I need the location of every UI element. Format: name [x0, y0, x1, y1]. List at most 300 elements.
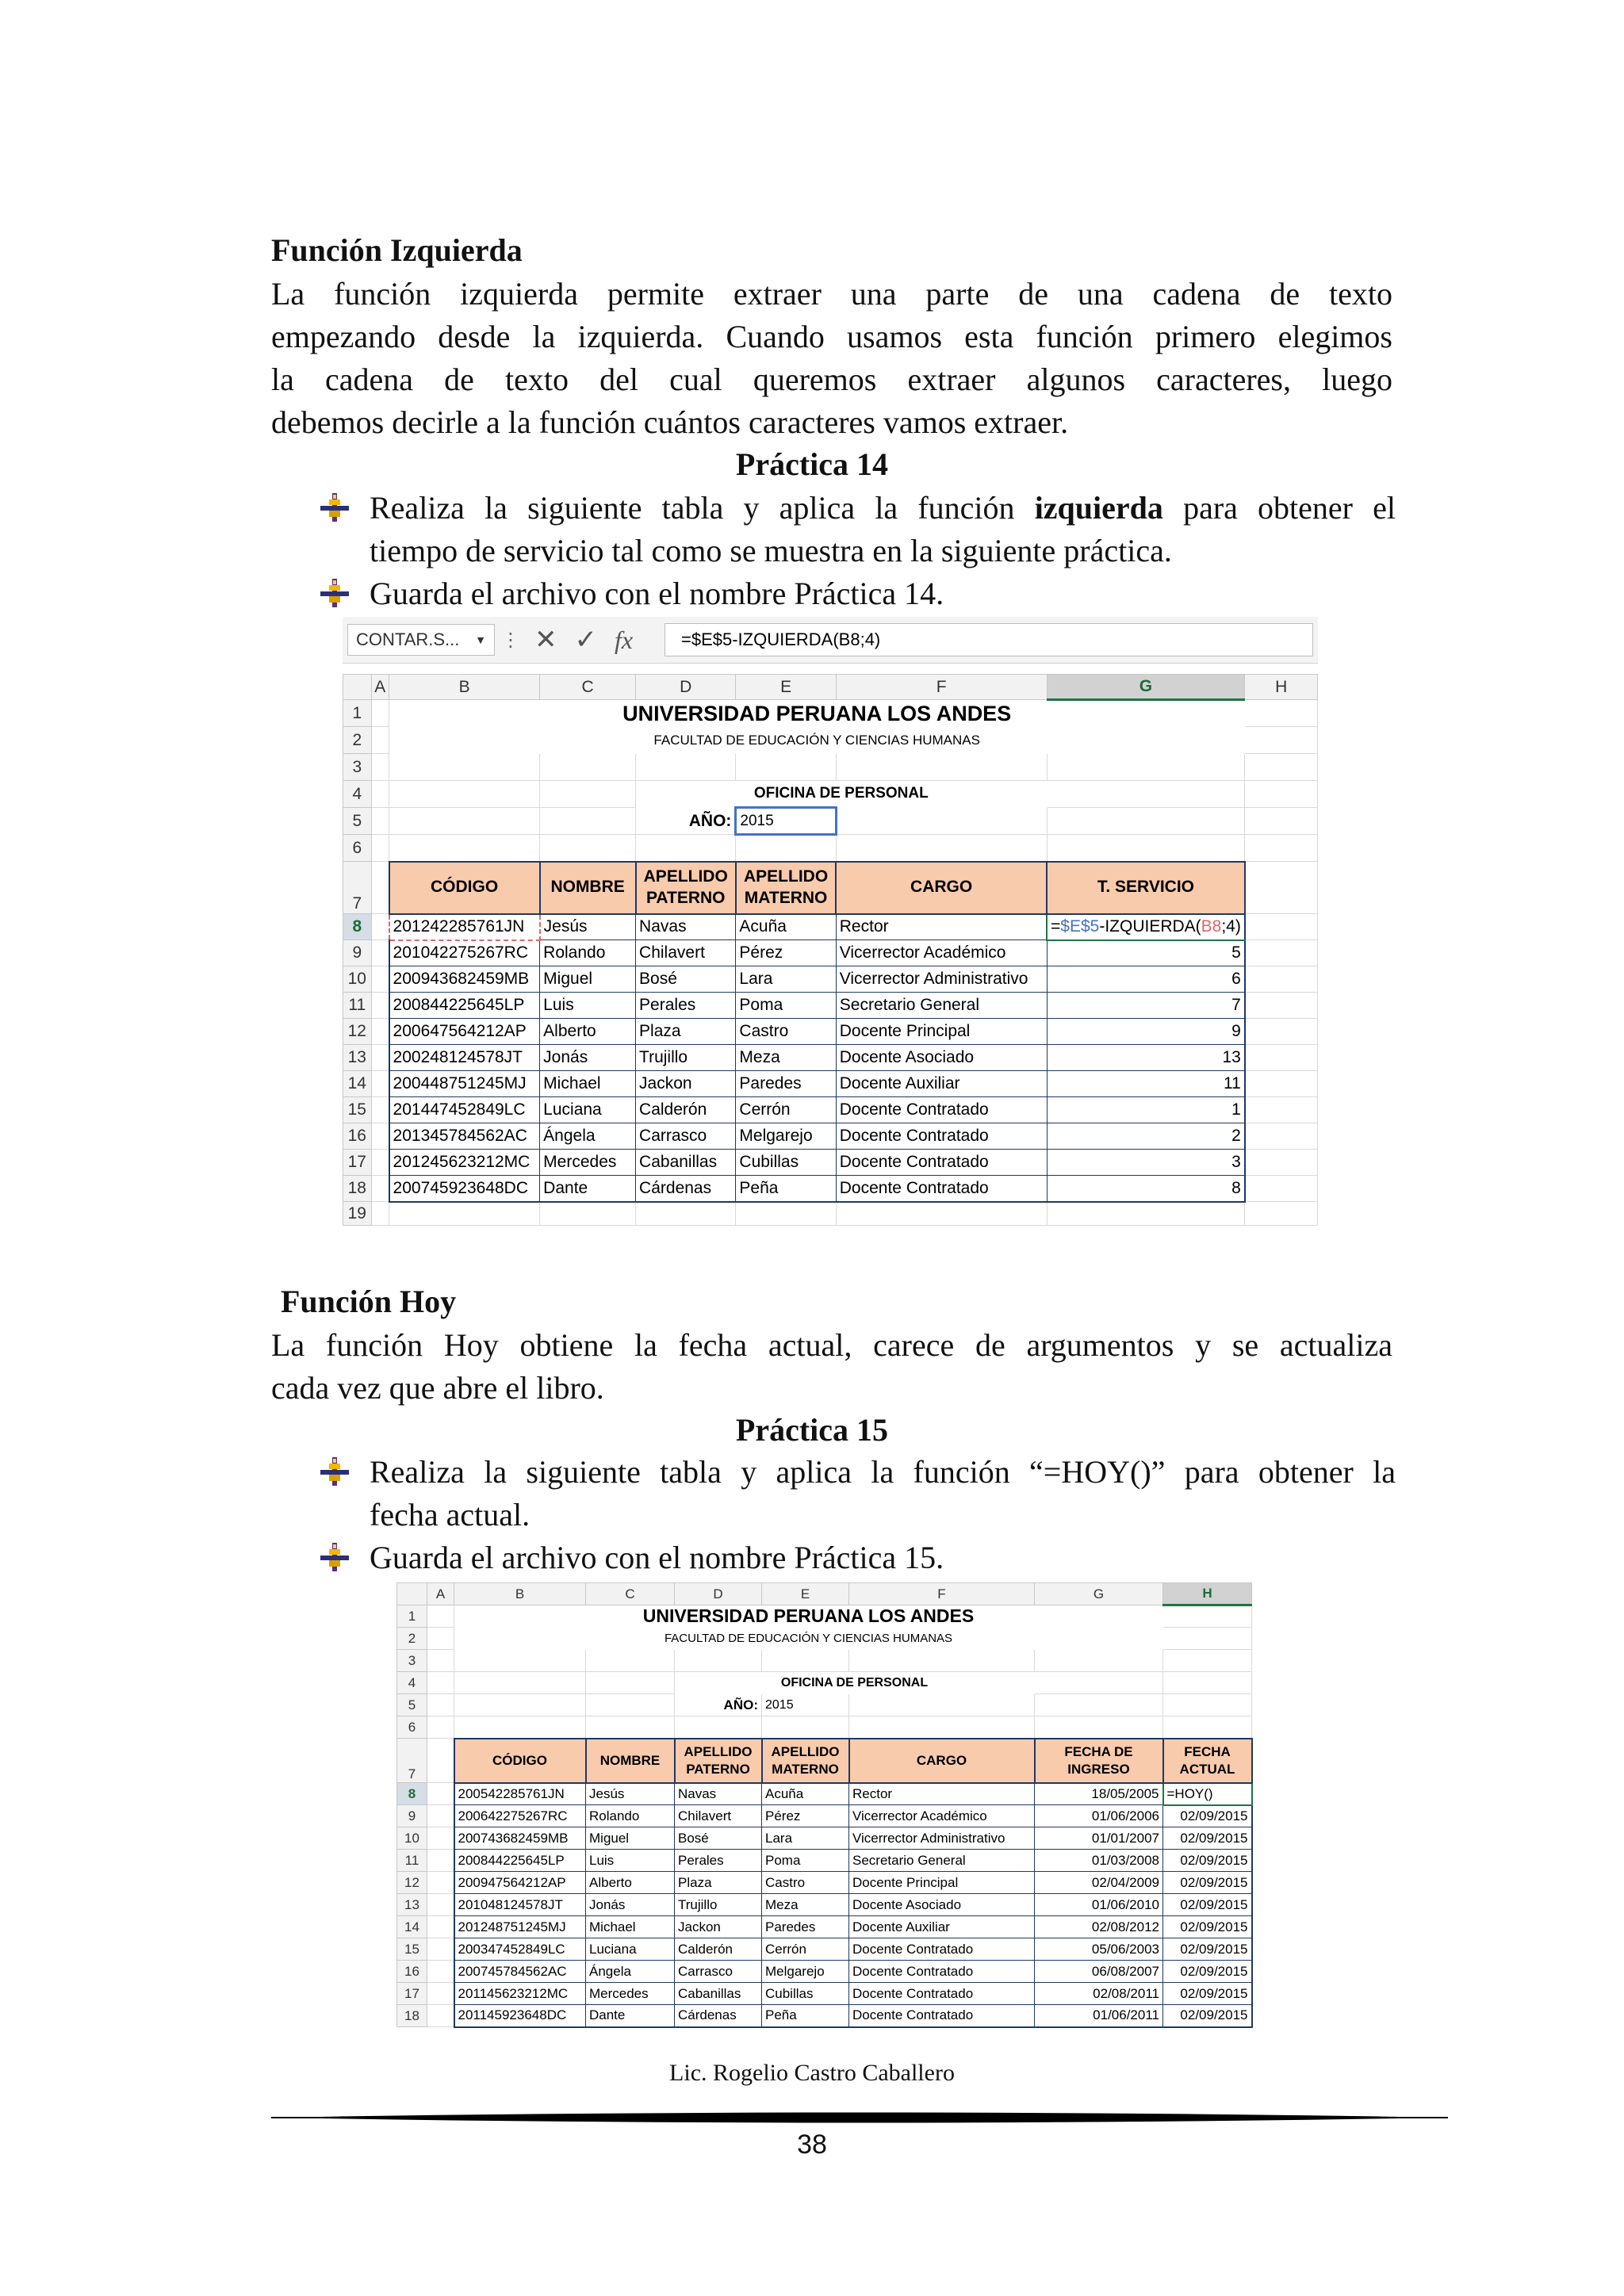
row-header[interactable]: 11 [343, 993, 372, 1019]
cell[interactable] [427, 1850, 454, 1872]
cell-paterno[interactable]: Navas [636, 914, 736, 940]
table-row [343, 1123, 1318, 1150]
cell-materno[interactable]: Cerrón [736, 1097, 836, 1123]
row-header[interactable]: 15 [343, 1097, 372, 1123]
footer-author: Lic. Rogelio Castro Caballero [669, 2060, 955, 2086]
row-header[interactable]: 16 [397, 1961, 427, 1983]
cell-nombre[interactable]: Luciana [586, 1938, 675, 1961]
cell-ingreso[interactable]: 01/06/2011 [1035, 2005, 1163, 2027]
cell-materno[interactable]: Poma [762, 1850, 849, 1872]
cell[interactable] [1245, 1071, 1318, 1097]
cell[interactable] [371, 993, 389, 1019]
row-header[interactable]: 9 [397, 1805, 427, 1827]
cancel-icon[interactable]: ✕ [534, 625, 557, 655]
function-icon[interactable]: fx [615, 625, 634, 654]
cell-codigo[interactable]: 200943682459MB [389, 966, 540, 993]
row-header[interactable]: 19 [343, 1202, 372, 1226]
cell[interactable] [371, 914, 389, 940]
pushpin-icon [320, 493, 349, 522]
cell-cargo[interactable]: Vicerrector Académico [849, 1805, 1035, 1827]
row-header[interactable]: 2 [397, 1628, 427, 1650]
table-row [343, 1019, 1318, 1045]
cell-ingreso[interactable]: 05/06/2003 [1035, 1938, 1163, 1961]
cell-cargo[interactable]: Docente Auxiliar [836, 1071, 1047, 1097]
table-row [343, 966, 1318, 993]
table-row [343, 1097, 1318, 1123]
cell-paterno[interactable]: Jackon [636, 1071, 736, 1097]
cell-paterno[interactable]: Navas [675, 1783, 762, 1805]
cell-paterno[interactable]: Cárdenas [636, 1176, 736, 1202]
cell-cargo[interactable]: Docente Asociado [849, 1894, 1035, 1916]
cell[interactable] [1245, 1123, 1318, 1150]
row-header[interactable]: 14 [397, 1916, 427, 1938]
row-header[interactable]: 3 [397, 1650, 427, 1672]
cell-actual[interactable]: 02/09/2015 [1163, 1983, 1252, 2005]
section-heading-izquierda: Función Izquierda [271, 232, 523, 268]
cell-materno[interactable]: Meza [762, 1894, 849, 1916]
header-apellido-paterno: APELLIDO PATERNO [636, 862, 736, 914]
row-header[interactable]: 16 [343, 1123, 372, 1150]
row-header[interactable]: 2 [343, 727, 372, 754]
cell-nombre[interactable]: Jonás [540, 1045, 636, 1071]
table-row [343, 940, 1318, 966]
formula-part: ;4) [1221, 917, 1241, 936]
paragraph-line: la cadena de texto del cual queremos extraer algunos caracteres, luego [271, 362, 1392, 397]
cell-paterno[interactable]: Carrasco [636, 1123, 736, 1150]
row-header[interactable]: 14 [343, 1071, 372, 1097]
cell-codigo[interactable]: 201145623212MC [454, 1983, 586, 2005]
cell-paterno[interactable]: Plaza [675, 1872, 762, 1894]
cell-ingreso[interactable]: 02/04/2009 [1035, 1872, 1163, 1894]
cell-codigo[interactable]: 201245623212MC [389, 1150, 540, 1176]
column-header-selected[interactable]: H [1163, 1583, 1252, 1605]
cell-actual[interactable]: 02/09/2015 [1163, 2005, 1252, 2027]
cell[interactable] [371, 1150, 389, 1176]
row-header[interactable]: 12 [397, 1872, 427, 1894]
cell-materno[interactable]: Melgarejo [736, 1123, 836, 1150]
row-header[interactable]: 7 [397, 1739, 427, 1783]
cell-nombre[interactable]: Ángela [586, 1961, 675, 1983]
column-header[interactable]: B [389, 675, 540, 700]
more-options-icon[interactable]: ⋮ [501, 629, 520, 651]
cell-actual[interactable]: 02/09/2015 [1163, 1805, 1252, 1827]
column-header[interactable]: F [849, 1583, 1035, 1605]
cell[interactable] [1245, 1097, 1318, 1123]
row-header[interactable]: 1 [397, 1605, 427, 1628]
cell-materno[interactable]: Castro [736, 1019, 836, 1045]
cell-paterno[interactable]: Jackon [675, 1916, 762, 1938]
cell-cargo[interactable]: Vicerrector Académico [836, 940, 1047, 966]
cell-materno[interactable]: Castro [762, 1872, 849, 1894]
table-row [397, 1961, 1263, 1983]
cell-codigo[interactable]: 200347452849LC [454, 1938, 586, 1961]
cell-cargo[interactable]: Docente Contratado [849, 2005, 1035, 2027]
cell[interactable] [427, 1983, 454, 2005]
cell-cargo[interactable]: Docente Contratado [836, 1123, 1047, 1150]
cell-cargo[interactable]: Docente Principal [849, 1872, 1035, 1894]
cell-materno[interactable]: Cubillas [736, 1150, 836, 1176]
select-all-corner[interactable] [397, 1583, 427, 1605]
cell-cargo[interactable]: Secretario General [836, 993, 1047, 1019]
cell-paterno[interactable]: Cárdenas [675, 2005, 762, 2027]
page-number: 38 [797, 2130, 827, 2160]
cell-nombre[interactable]: Ángela [540, 1123, 636, 1150]
pushpin-icon [320, 579, 349, 607]
cell-paterno[interactable]: Cabanillas [636, 1150, 736, 1176]
row-header[interactable]: 18 [397, 2005, 427, 2027]
column-header[interactable]: D [675, 1583, 762, 1605]
cell-valor[interactable]: 9 [1047, 1019, 1245, 1045]
cell-cargo[interactable]: Docente Contratado [849, 1983, 1035, 2005]
row-header[interactable]: 13 [397, 1894, 427, 1916]
cell-nombre[interactable]: Alberto [586, 1872, 675, 1894]
cell-editing-formula[interactable]: =HOY() [1163, 1783, 1252, 1805]
cell[interactable] [427, 1783, 454, 1805]
row-header[interactable]: 5 [397, 1694, 427, 1716]
enter-icon[interactable]: ✓ [574, 625, 597, 655]
cell-paterno[interactable]: Chilavert [675, 1805, 762, 1827]
cell-nombre[interactable]: Rolando [586, 1805, 675, 1827]
cell-codigo[interactable]: 200844225645LP [454, 1850, 586, 1872]
cell-valor[interactable]: 11 [1047, 1071, 1245, 1097]
cell[interactable] [371, 1071, 389, 1097]
cell-codigo[interactable]: 200642275267RC [454, 1805, 586, 1827]
cell-cargo[interactable]: Docente Principal [836, 1019, 1047, 1045]
cell-actual[interactable]: 02/09/2015 [1163, 1938, 1252, 1961]
cell-codigo[interactable]: 200745784562AC [454, 1961, 586, 1983]
cell-materno[interactable]: Pérez [762, 1805, 849, 1827]
cell-nombre[interactable]: Alberto [540, 1019, 636, 1045]
cell-nombre[interactable]: Luis [540, 993, 636, 1019]
bullet-line: Realiza la siguiente tabla y aplica la función “=HOY()” para obtener la [370, 1454, 1396, 1490]
row-header[interactable]: 8 [397, 1783, 427, 1805]
cell-nombre[interactable]: Jesús [540, 914, 636, 940]
cell-materno[interactable]: Peña [736, 1176, 836, 1202]
cell-valor[interactable]: 6 [1047, 966, 1245, 993]
cell-codigo[interactable]: 200647564212AP [389, 1019, 540, 1045]
row-header[interactable]: 17 [343, 1150, 372, 1176]
cell-nombre[interactable]: Luis [586, 1850, 675, 1872]
table-row [397, 1805, 1263, 1827]
spreadsheet-practica-14 [343, 617, 1318, 1238]
cell-ingreso[interactable]: 01/06/2006 [1035, 1805, 1163, 1827]
cell-ingreso[interactable]: 18/05/2005 [1035, 1783, 1163, 1805]
year-label: AÑO: [675, 1694, 762, 1716]
paragraph-line: debemos decirle a la función cuántos caracteres vamos extraer. [271, 404, 1069, 440]
cell[interactable] [427, 1961, 454, 1983]
cell-paterno[interactable]: Chilavert [636, 940, 736, 966]
table-row [343, 1045, 1318, 1071]
cell-ingreso[interactable]: 01/03/2008 [1035, 1850, 1163, 1872]
row-header[interactable]: 4 [397, 1672, 427, 1694]
sheet-title: UNIVERSIDAD PERUANA LOS ANDES [454, 1605, 1163, 1628]
column-header[interactable]: F [836, 675, 1047, 700]
cell-codigo[interactable]: 200743682459MB [454, 1827, 586, 1850]
sheet-subtitle: FACULTAD DE EDUCACIÓN Y CIENCIAS HUMANAS [454, 1628, 1163, 1650]
table-row [397, 1850, 1263, 1872]
header-t-servicio: T. SERVICIO [1047, 862, 1245, 914]
cell-ingreso[interactable]: 02/08/2012 [1035, 1916, 1163, 1938]
cell-codigo[interactable]: 201145923648DC [454, 2005, 586, 2027]
cell-cargo[interactable]: Docente Contratado [836, 1150, 1047, 1176]
cell-valor[interactable]: 13 [1047, 1045, 1245, 1071]
cell-paterno[interactable]: Cabanillas [675, 1983, 762, 2005]
cell-codigo[interactable]: 200844225645LP [389, 993, 540, 1019]
cell-cargo[interactable]: Docente Asociado [836, 1045, 1047, 1071]
cell-actual[interactable]: 02/09/2015 [1163, 1961, 1252, 1983]
cell-nombre[interactable]: Dante [586, 2005, 675, 2027]
cell[interactable] [371, 1045, 389, 1071]
formula-bar [347, 623, 1313, 656]
cell[interactable] [1245, 1045, 1318, 1071]
column-header[interactable]: G [1035, 1583, 1163, 1605]
cell-nombre[interactable]: Mercedes [540, 1150, 636, 1176]
cell-ingreso[interactable]: 02/08/2011 [1035, 1983, 1163, 2005]
column-header[interactable]: H [1245, 675, 1318, 700]
cell[interactable] [427, 1872, 454, 1894]
table-row [343, 914, 1318, 940]
cell-materno[interactable]: Acuña [762, 1783, 849, 1805]
cell-materno[interactable]: Pérez [736, 940, 836, 966]
cell[interactable] [427, 1827, 454, 1850]
cell-materno[interactable]: Acuña [736, 914, 836, 940]
cell-codigo[interactable]: 201248751245MJ [454, 1916, 586, 1938]
header-codigo: CÓDIGO [454, 1739, 586, 1783]
cell-ingreso[interactable]: 01/01/2007 [1035, 1827, 1163, 1850]
cell-materno[interactable]: Cubillas [762, 1983, 849, 2005]
row-header[interactable]: 1 [343, 700, 372, 727]
paragraph-line: La función Hoy obtiene la fecha actual, carece de argumentos y se actualiza [271, 1327, 1392, 1363]
column-header-selected[interactable]: G [1047, 675, 1245, 700]
cell[interactable] [371, 940, 389, 966]
row-header[interactable]: 9 [343, 940, 372, 966]
paragraph-hoy [271, 1324, 1392, 1410]
cell[interactable] [427, 1894, 454, 1916]
cell[interactable] [427, 2005, 454, 2027]
select-all-corner[interactable] [343, 675, 372, 700]
cell-paterno[interactable]: Trujillo [675, 1894, 762, 1916]
cell-actual[interactable]: 02/09/2015 [1163, 1827, 1252, 1850]
row-header[interactable]: 5 [343, 808, 372, 835]
cell-cargo[interactable]: Vicerrector Administrativo [849, 1827, 1035, 1850]
cell-paterno[interactable]: Plaza [636, 1019, 736, 1045]
cell-codigo[interactable]: 201042275267RC [389, 940, 540, 966]
cell-codigo[interactable]: 200745923648DC [389, 1176, 540, 1202]
row-header[interactable]: 10 [343, 966, 372, 993]
cell-paterno[interactable]: Perales [636, 993, 736, 1019]
header-fecha-ingreso: FECHA DE INGRESO [1035, 1739, 1163, 1783]
row-header[interactable]: 11 [397, 1850, 427, 1872]
cell-valor[interactable]: 7 [1047, 993, 1245, 1019]
table-row [397, 1938, 1263, 1961]
cell-paterno[interactable]: Carrasco [675, 1961, 762, 1983]
cell-nombre[interactable]: Jesús [586, 1783, 675, 1805]
footer-divider [271, 2109, 1448, 2126]
table-row [343, 1176, 1318, 1202]
cell[interactable] [371, 966, 389, 993]
column-header[interactable]: C [586, 1583, 675, 1605]
row-header[interactable]: 4 [343, 781, 372, 808]
header-apellido-paterno: APELLIDO PATERNO [675, 1739, 762, 1783]
sheet-title: UNIVERSIDAD PERUANA LOS ANDES [389, 700, 1245, 727]
cell-cargo[interactable]: Secretario General [849, 1850, 1035, 1872]
cell-materno[interactable]: Lara [736, 966, 836, 993]
cell-paterno[interactable]: Perales [675, 1850, 762, 1872]
column-header[interactable]: E [736, 675, 836, 700]
cell-nombre[interactable]: Jonás [586, 1894, 675, 1916]
cell[interactable] [371, 1123, 389, 1150]
column-header[interactable]: B [454, 1583, 586, 1605]
row-header[interactable]: 18 [343, 1176, 372, 1202]
cell[interactable] [1245, 914, 1318, 940]
cell[interactable] [427, 1938, 454, 1961]
cell-valor[interactable]: 2 [1047, 1123, 1245, 1150]
cell[interactable] [371, 1176, 389, 1202]
column-header[interactable]: C [540, 675, 636, 700]
cell-valor[interactable]: 1 [1047, 1097, 1245, 1123]
bullet-line: fecha actual. [370, 1497, 530, 1533]
cell-paterno[interactable]: Bosé [675, 1827, 762, 1850]
cell-codigo[interactable]: 200248124578JT [389, 1045, 540, 1071]
table-row [397, 2005, 1263, 2027]
paragraph-line: cada vez que abre el libro. [271, 1370, 604, 1406]
cell-nombre[interactable]: Mercedes [586, 1983, 675, 2005]
table-row [397, 1916, 1263, 1938]
cell-materno[interactable]: Meza [736, 1045, 836, 1071]
cell-cargo[interactable]: Vicerrector Administrativo [836, 966, 1047, 993]
cell-paterno[interactable]: Calderón [675, 1938, 762, 1961]
cell-cargo[interactable]: Docente Contratado [836, 1097, 1047, 1123]
cell-nombre[interactable]: Rolando [540, 940, 636, 966]
cell[interactable] [427, 1805, 454, 1827]
cell[interactable] [1245, 993, 1318, 1019]
cell-actual[interactable]: 02/09/2015 [1163, 1850, 1252, 1872]
cell-materno[interactable]: Melgarejo [762, 1961, 849, 1983]
row-header[interactable]: 3 [343, 754, 372, 781]
row-header[interactable]: 17 [397, 1983, 427, 2005]
column-header[interactable]: E [762, 1583, 849, 1605]
pushpin-icon [320, 1457, 349, 1486]
table-row [343, 993, 1318, 1019]
column-header[interactable]: D [636, 675, 736, 700]
cell[interactable] [427, 1916, 454, 1938]
cell-ingreso[interactable]: 01/06/2010 [1035, 1894, 1163, 1916]
cell-codigo[interactable]: 200947564212AP [454, 1872, 586, 1894]
cell-nombre[interactable]: Miguel [586, 1827, 675, 1850]
name-box[interactable] [347, 624, 495, 656]
cell-cargo[interactable]: Docente Auxiliar [849, 1916, 1035, 1938]
cell-nombre[interactable]: Michael [540, 1071, 636, 1097]
cell-valor[interactable]: 8 [1047, 1176, 1245, 1202]
header-cargo: CARGO [849, 1739, 1035, 1783]
section-heading-hoy: Función Hoy [281, 1284, 457, 1319]
grid-practica-14 [343, 674, 1318, 1226]
cell[interactable] [1245, 1176, 1318, 1202]
bullet-line: Guarda el archivo con el nombre Práctica 15. [370, 1540, 944, 1575]
cell-materno[interactable]: Cerrón [762, 1938, 849, 1961]
cell[interactable] [1245, 966, 1318, 993]
row-header[interactable]: 8 [343, 914, 372, 940]
cell-materno[interactable]: Paredes [736, 1071, 836, 1097]
cell-editing-formula[interactable] [1047, 914, 1245, 940]
cell-cargo[interactable]: Rector [836, 914, 1047, 940]
row-header[interactable]: 15 [397, 1938, 427, 1961]
row-header[interactable]: 6 [343, 835, 372, 862]
spreadsheet-practica-15 [396, 1582, 1266, 2045]
cell-nombre[interactable]: Michael [586, 1916, 675, 1938]
table-row [343, 1150, 1318, 1176]
cell[interactable] [371, 1019, 389, 1045]
cell-paterno[interactable]: Bosé [636, 966, 736, 993]
cell-paterno[interactable]: Trujillo [636, 1045, 736, 1071]
formula-part: = [1051, 917, 1061, 936]
chevron-down-icon: ▼ [475, 633, 486, 646]
table-row [397, 1827, 1263, 1850]
cell-codigo[interactable]: 200542285761JN [454, 1783, 586, 1805]
cell-codigo[interactable]: 201447452849LC [389, 1097, 540, 1123]
cell-cargo[interactable]: Rector [849, 1783, 1035, 1805]
cell[interactable] [1245, 940, 1318, 966]
paragraph-line: La función izquierda permite extraer una parte de una cadena de texto [271, 276, 1392, 312]
cell-nombre[interactable]: Dante [540, 1176, 636, 1202]
cell-cargo[interactable]: Docente Contratado [849, 1961, 1035, 1983]
cell[interactable] [1245, 1019, 1318, 1045]
cell[interactable] [371, 1097, 389, 1123]
cell-valor[interactable]: 5 [1047, 940, 1245, 966]
cell-nombre[interactable]: Luciana [540, 1097, 636, 1123]
row-header[interactable]: 13 [343, 1045, 372, 1071]
column-header[interactable]: A [427, 1583, 454, 1605]
formula-input[interactable] [665, 623, 1313, 656]
row-header[interactable]: 12 [343, 1019, 372, 1045]
cell-paterno[interactable]: Calderón [636, 1097, 736, 1123]
pushpin-icon [320, 1543, 349, 1571]
cell-cargo[interactable]: Docente Contratado [836, 1176, 1047, 1202]
cell-cargo[interactable]: Docente Contratado [849, 1938, 1035, 1961]
cell-valor[interactable]: 3 [1047, 1150, 1245, 1176]
table-row [397, 1894, 1263, 1916]
cell-codigo[interactable]: 200448751245MJ [389, 1071, 540, 1097]
cell-actual[interactable]: 02/09/2015 [1163, 1916, 1252, 1938]
cell-codigo[interactable]: 201048124578JT [454, 1894, 586, 1916]
cell-actual[interactable]: 02/09/2015 [1163, 1894, 1252, 1916]
cell-materno[interactable]: Poma [736, 993, 836, 1019]
column-header[interactable]: A [371, 675, 389, 700]
practice-title-14: Práctica 14 [735, 446, 889, 482]
cell[interactable] [1245, 1150, 1318, 1176]
row-header[interactable]: 7 [343, 862, 372, 914]
year-value-cell[interactable]: 2015 [762, 1694, 849, 1716]
table-row [397, 1783, 1263, 1805]
paragraph-line: empezando desde la izquierda. Cuando usamos esta función primero elegimos [271, 319, 1392, 354]
cell-materno[interactable]: Paredes [762, 1916, 849, 1938]
practice-title-15: Práctica 15 [735, 1412, 889, 1448]
cell-actual[interactable]: 02/09/2015 [1163, 1872, 1252, 1894]
cell-codigo[interactable]: 201345784562AC [389, 1123, 540, 1150]
cell-nombre[interactable]: Miguel [540, 966, 636, 993]
cell-ingreso[interactable]: 06/08/2007 [1035, 1961, 1163, 1983]
header-cargo: CARGO [836, 862, 1047, 914]
year-value-cell[interactable]: 2015 [736, 808, 836, 835]
row-header[interactable]: 6 [397, 1716, 427, 1739]
cell-materno[interactable]: Lara [762, 1827, 849, 1850]
row-header[interactable]: 10 [397, 1827, 427, 1850]
cell-codigo[interactable]: 201242285761JN [389, 914, 540, 940]
formula-part: $E$5 [1060, 917, 1100, 936]
bullet-line: tiempo de servicio tal como se muestra en la siguiente práctica. [370, 533, 1172, 568]
cell-materno[interactable]: Peña [762, 2005, 849, 2027]
table-row [397, 1983, 1263, 2005]
